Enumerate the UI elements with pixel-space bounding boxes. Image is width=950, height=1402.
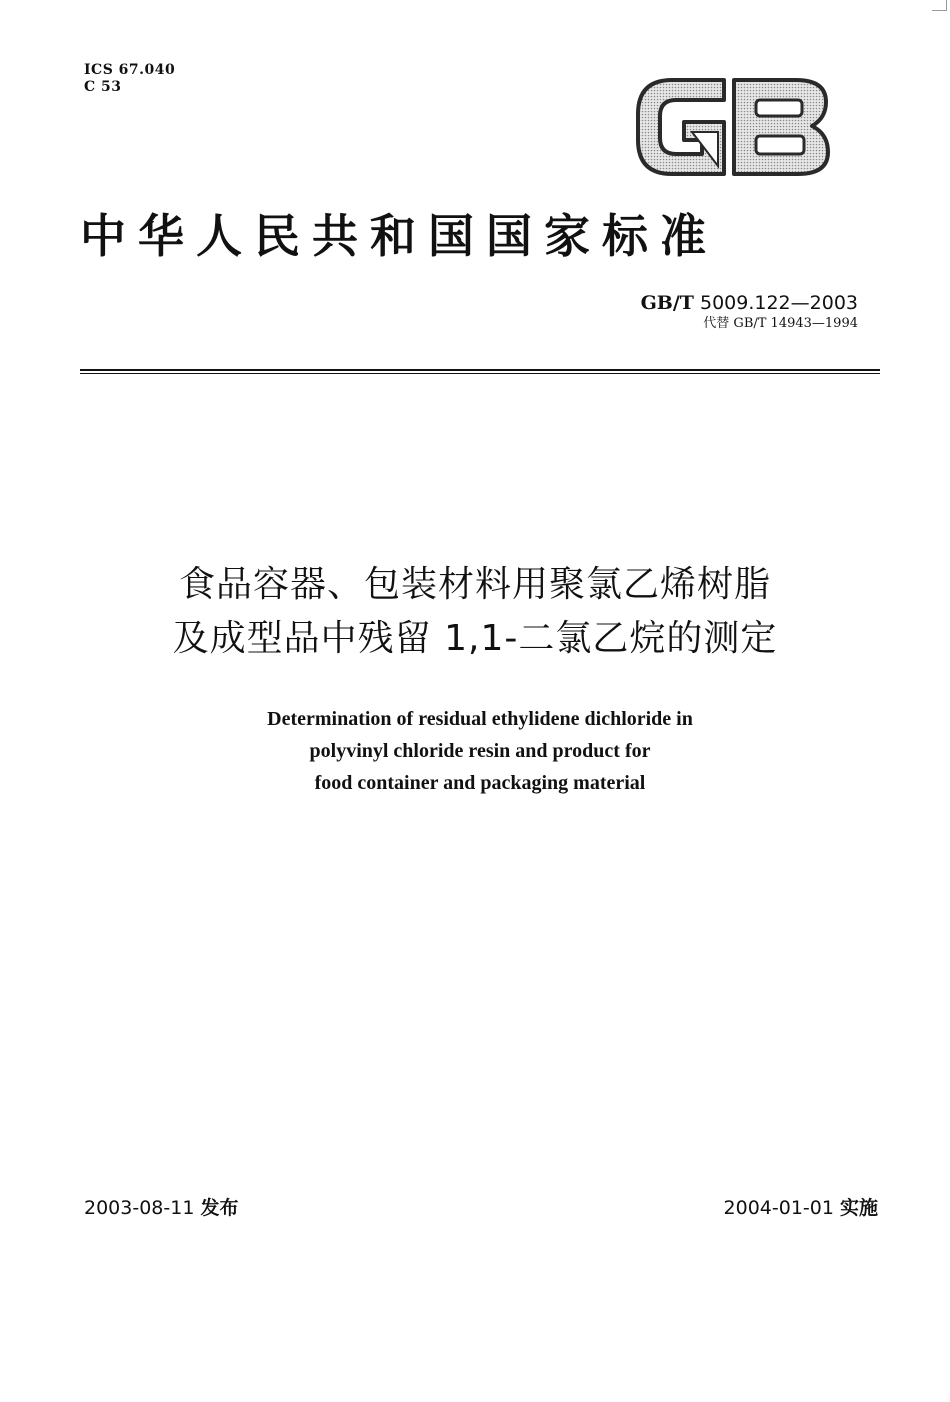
header-rule: [80, 369, 880, 371]
effective-label: 实施: [839, 1197, 878, 1219]
english-title-line-1: Determination of residual ethylidene dichloride in: [267, 708, 693, 730]
english-title: [100, 703, 860, 799]
standard-number: [641, 292, 858, 314]
ccs-code: C 53: [84, 79, 122, 95]
chinese-title-line-2: 及成型品中残留 1,1-二氯乙烷的测定: [172, 618, 778, 659]
english-title-line-2: polyvinyl chloride resin and product for: [309, 740, 651, 762]
replaces-standard: 代替 GB/T 14943—1994: [703, 316, 858, 331]
classification-codes: [84, 62, 175, 96]
standard-code: 5009.122—2003: [699, 292, 858, 314]
gb-logo: [632, 74, 832, 180]
effective-date-block: [724, 1196, 878, 1220]
english-title-line-3: food container and packaging material: [314, 772, 646, 794]
issue-date: 2003-08-11: [84, 1197, 195, 1219]
issue-label: 发布: [200, 1197, 239, 1219]
header-rule-thin: [80, 373, 880, 374]
chinese-title-line-1: 食品容器、包装材料用聚氯乙烯树脂: [178, 564, 771, 605]
effective-date: 2004-01-01: [723, 1197, 834, 1219]
standard-prefix: GB/T: [640, 292, 694, 314]
issue-date-block: [84, 1196, 238, 1220]
page-corner-mark: [932, 0, 947, 11]
chinese-title: [60, 558, 890, 666]
national-standard-title: 中华人民共和国国家标准: [80, 209, 718, 263]
ics-code: ICS 67.040: [84, 62, 176, 78]
